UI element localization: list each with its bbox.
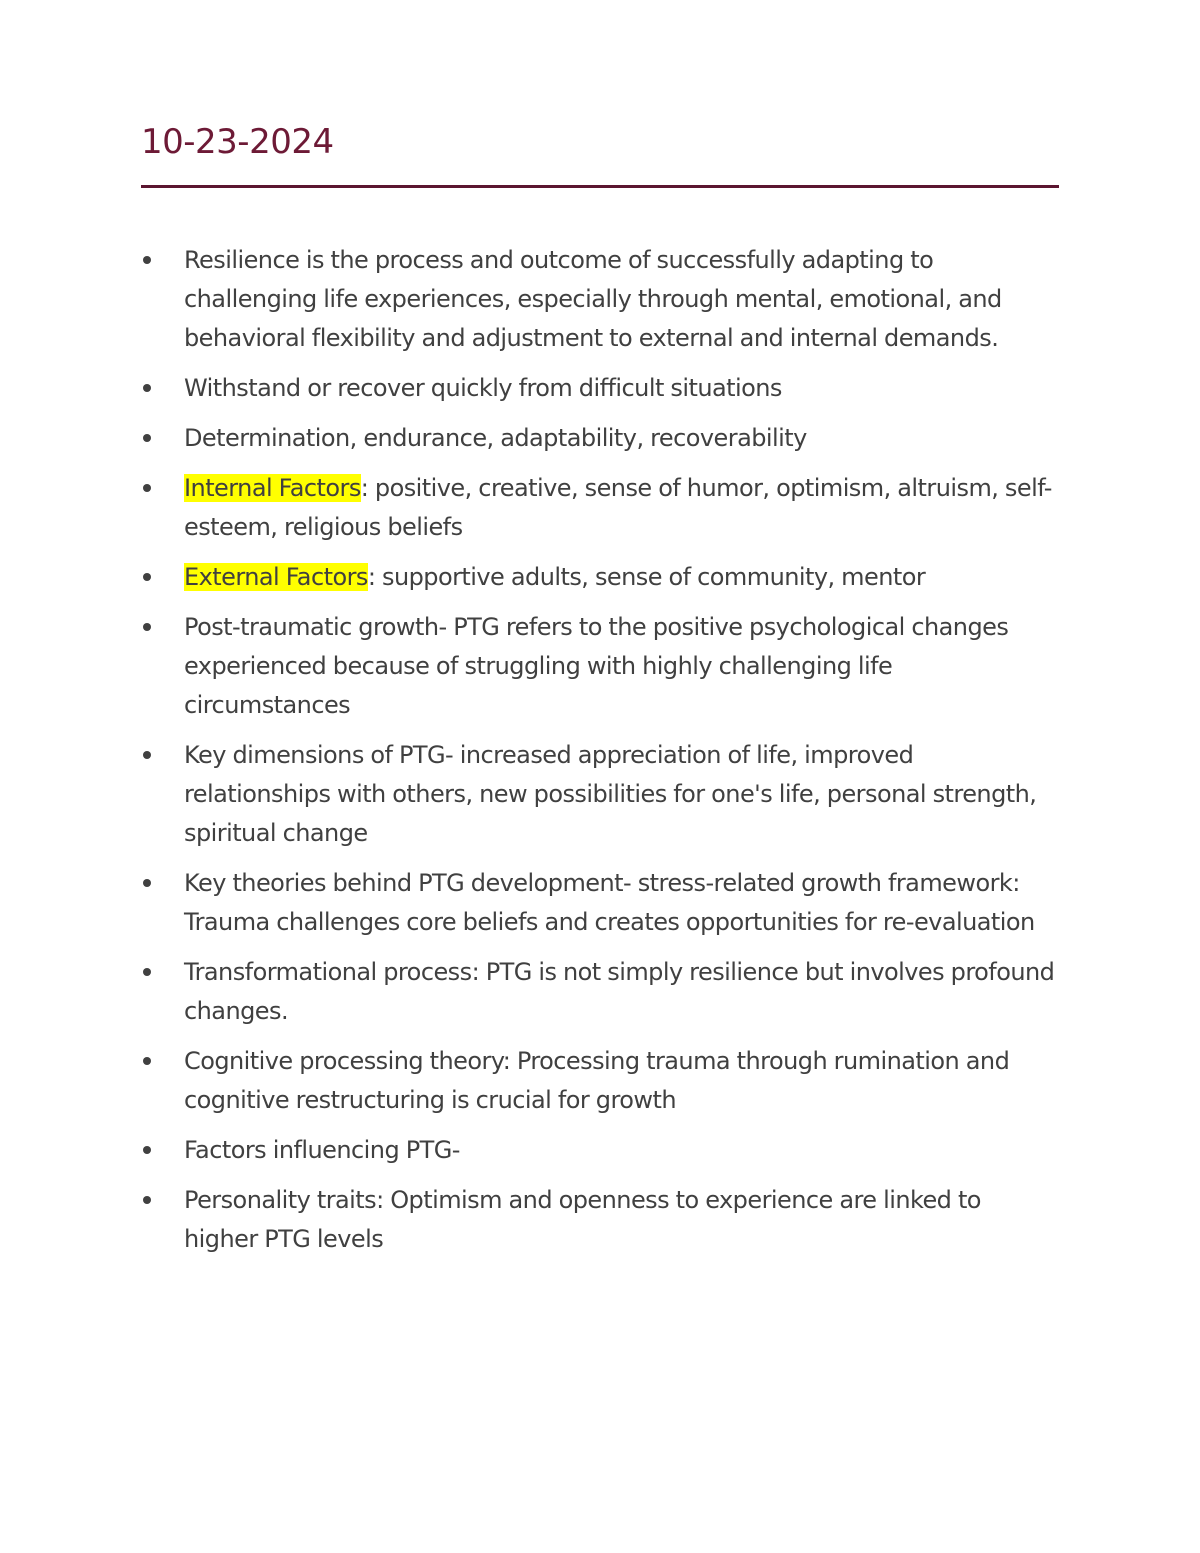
list-item xyxy=(141,864,1059,942)
list-item-text: Factors influencing PTG- xyxy=(184,1136,460,1164)
list-item-text: Transformational process: PTG is not simply resilience but involves profound changes. xyxy=(184,958,1055,1025)
list-item-text: : positive, creative, sense of humor, optimism, altruism, self-esteem, religious beliefs xyxy=(184,474,1052,541)
list-item xyxy=(141,1131,1059,1170)
list-item-text: Withstand or recover quickly from difficult situations xyxy=(184,374,782,402)
list-item-text: Post-traumatic growth- PTG refers to the positive psychological changes experienced because of struggling with highly challenging life circumstances xyxy=(184,613,1009,719)
list-item xyxy=(141,608,1059,725)
list-item-text: Determination, endurance, adaptability, recoverability xyxy=(184,424,807,452)
bullet-icon xyxy=(141,241,161,280)
bullet-icon xyxy=(141,1042,161,1081)
bullet-icon xyxy=(141,953,161,992)
bullet-list xyxy=(141,241,1059,1270)
list-item-text: Cognitive processing theory: Processing trauma through rumination and cognitive restructuring is crucial for growth xyxy=(184,1047,1010,1114)
bullet-icon xyxy=(141,558,161,597)
list-item-text: Key dimensions of PTG- increased appreciation of life, improved relationships with others, new possibilities for one's life, personal strength, spiritual change xyxy=(184,741,1037,847)
list-item xyxy=(141,419,1059,458)
list-item-text: Resilience is the process and outcome of successfully adapting to challenging life experiences, especially through mental, emotional, and behavioral flexibility and adjustment to external and internal demands. xyxy=(184,246,1002,352)
list-item xyxy=(141,558,1059,597)
list-item xyxy=(141,736,1059,853)
bullet-icon xyxy=(141,1181,161,1220)
list-item xyxy=(141,469,1059,547)
list-item xyxy=(141,1181,1059,1259)
list-item xyxy=(141,1042,1059,1120)
bullet-icon xyxy=(141,419,161,458)
page-title: 10-23-2024 xyxy=(141,122,334,162)
list-item-text: : supportive adults, sense of community, mentor xyxy=(367,563,926,591)
bullet-icon xyxy=(141,369,161,408)
highlighted-term: External Factors xyxy=(184,563,368,591)
bullet-icon xyxy=(141,608,161,647)
bullet-icon xyxy=(141,864,161,903)
title-divider xyxy=(141,185,1059,188)
list-item xyxy=(141,953,1059,1031)
bullet-icon xyxy=(141,469,161,508)
list-item xyxy=(141,241,1059,358)
bullet-icon xyxy=(141,736,161,775)
list-item-text: Key theories behind PTG development- stress-related growth framework: Trauma challenges core beliefs and creates opportunities for re-evaluation xyxy=(184,869,1035,936)
list-item-text: Personality traits: Optimism and openness to experience are linked to higher PTG levels xyxy=(184,1186,981,1253)
bullet-icon xyxy=(141,1131,161,1170)
list-item xyxy=(141,369,1059,408)
highlighted-term: Internal Factors xyxy=(184,474,361,502)
